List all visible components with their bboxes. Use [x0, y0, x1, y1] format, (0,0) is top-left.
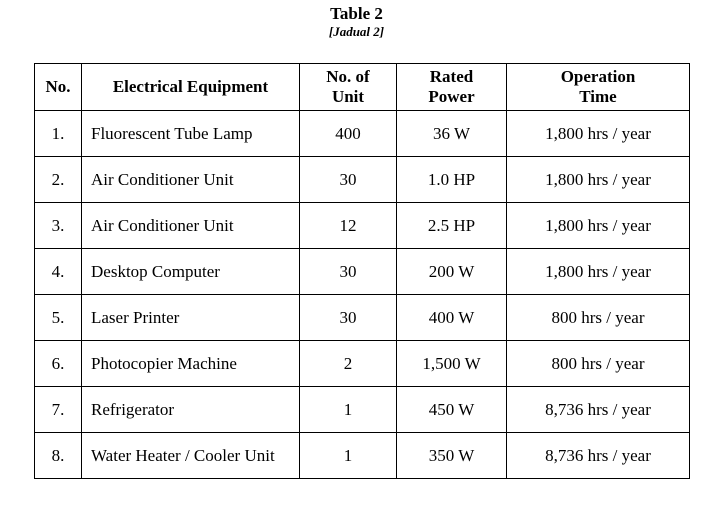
cell-power: 1,500 W	[397, 341, 507, 387]
cell-time: 1,800 hrs / year	[507, 249, 690, 295]
table-row	[35, 387, 690, 433]
cell-no: 3.	[35, 203, 82, 249]
cell-power: 2.5 HP	[397, 203, 507, 249]
cell-equipment: Air Conditioner Unit	[82, 157, 300, 203]
cell-time: 8,736 hrs / year	[507, 387, 690, 433]
header-units-line2: Unit	[331, 87, 365, 106]
header-time-line1: Operation	[560, 67, 636, 86]
table-row	[35, 295, 690, 341]
header-power-line1: Rated	[429, 67, 474, 86]
cell-equipment: Photocopier Machine	[82, 341, 300, 387]
table-row	[35, 203, 690, 249]
cell-no: 4.	[35, 249, 82, 295]
cell-power: 36 W	[397, 111, 507, 157]
cell-equipment: Air Conditioner Unit	[82, 203, 300, 249]
cell-power: 1.0 HP	[397, 157, 507, 203]
cell-time: 1,800 hrs / year	[507, 203, 690, 249]
cell-no: 8.	[35, 433, 82, 479]
cell-units: 30	[300, 157, 397, 203]
cell-equipment: Refrigerator	[82, 387, 300, 433]
header-equipment	[82, 64, 300, 111]
cell-power: 450 W	[397, 387, 507, 433]
header-units	[300, 64, 397, 111]
table-row	[35, 111, 690, 157]
cell-no: 5.	[35, 295, 82, 341]
cell-power: 350 W	[397, 433, 507, 479]
table-row	[35, 249, 690, 295]
header-power	[397, 64, 507, 111]
cell-time: 800 hrs / year	[507, 295, 690, 341]
table-row	[35, 341, 690, 387]
cell-units: 1	[300, 433, 397, 479]
cell-no: 2.	[35, 157, 82, 203]
cell-equipment: Fluorescent Tube Lamp	[82, 111, 300, 157]
cell-time: 8,736 hrs / year	[507, 433, 690, 479]
header-time	[507, 64, 690, 111]
cell-time: 800 hrs / year	[507, 341, 690, 387]
cell-equipment: Water Heater / Cooler Unit	[82, 433, 300, 479]
cell-time: 1,800 hrs / year	[507, 111, 690, 157]
table-subtitle: [Jadual 2]	[328, 24, 385, 39]
equipment-table	[34, 63, 690, 479]
table-header-row	[35, 64, 690, 111]
cell-power: 400 W	[397, 295, 507, 341]
cell-units: 400	[300, 111, 397, 157]
header-no-label: No.	[45, 77, 71, 96]
cell-power: 200 W	[397, 249, 507, 295]
cell-no: 6.	[35, 341, 82, 387]
cell-units: 30	[300, 249, 397, 295]
table-row	[35, 433, 690, 479]
cell-equipment: Desktop Computer	[82, 249, 300, 295]
cell-equipment: Laser Printer	[82, 295, 300, 341]
header-power-line2: Power	[428, 87, 475, 106]
cell-units: 12	[300, 203, 397, 249]
table-row	[35, 157, 690, 203]
cell-no: 1.	[35, 111, 82, 157]
cell-time: 1,800 hrs / year	[507, 157, 690, 203]
header-equipment-label: Electrical Equipment	[112, 77, 269, 96]
cell-units: 2	[300, 341, 397, 387]
cell-units: 30	[300, 295, 397, 341]
header-no	[35, 64, 82, 111]
cell-units: 1	[300, 387, 397, 433]
header-units-line1: No. of	[326, 67, 370, 86]
cell-no: 7.	[35, 387, 82, 433]
table-title: Table 2	[330, 4, 383, 23]
header-time-line2: Time	[579, 87, 617, 106]
